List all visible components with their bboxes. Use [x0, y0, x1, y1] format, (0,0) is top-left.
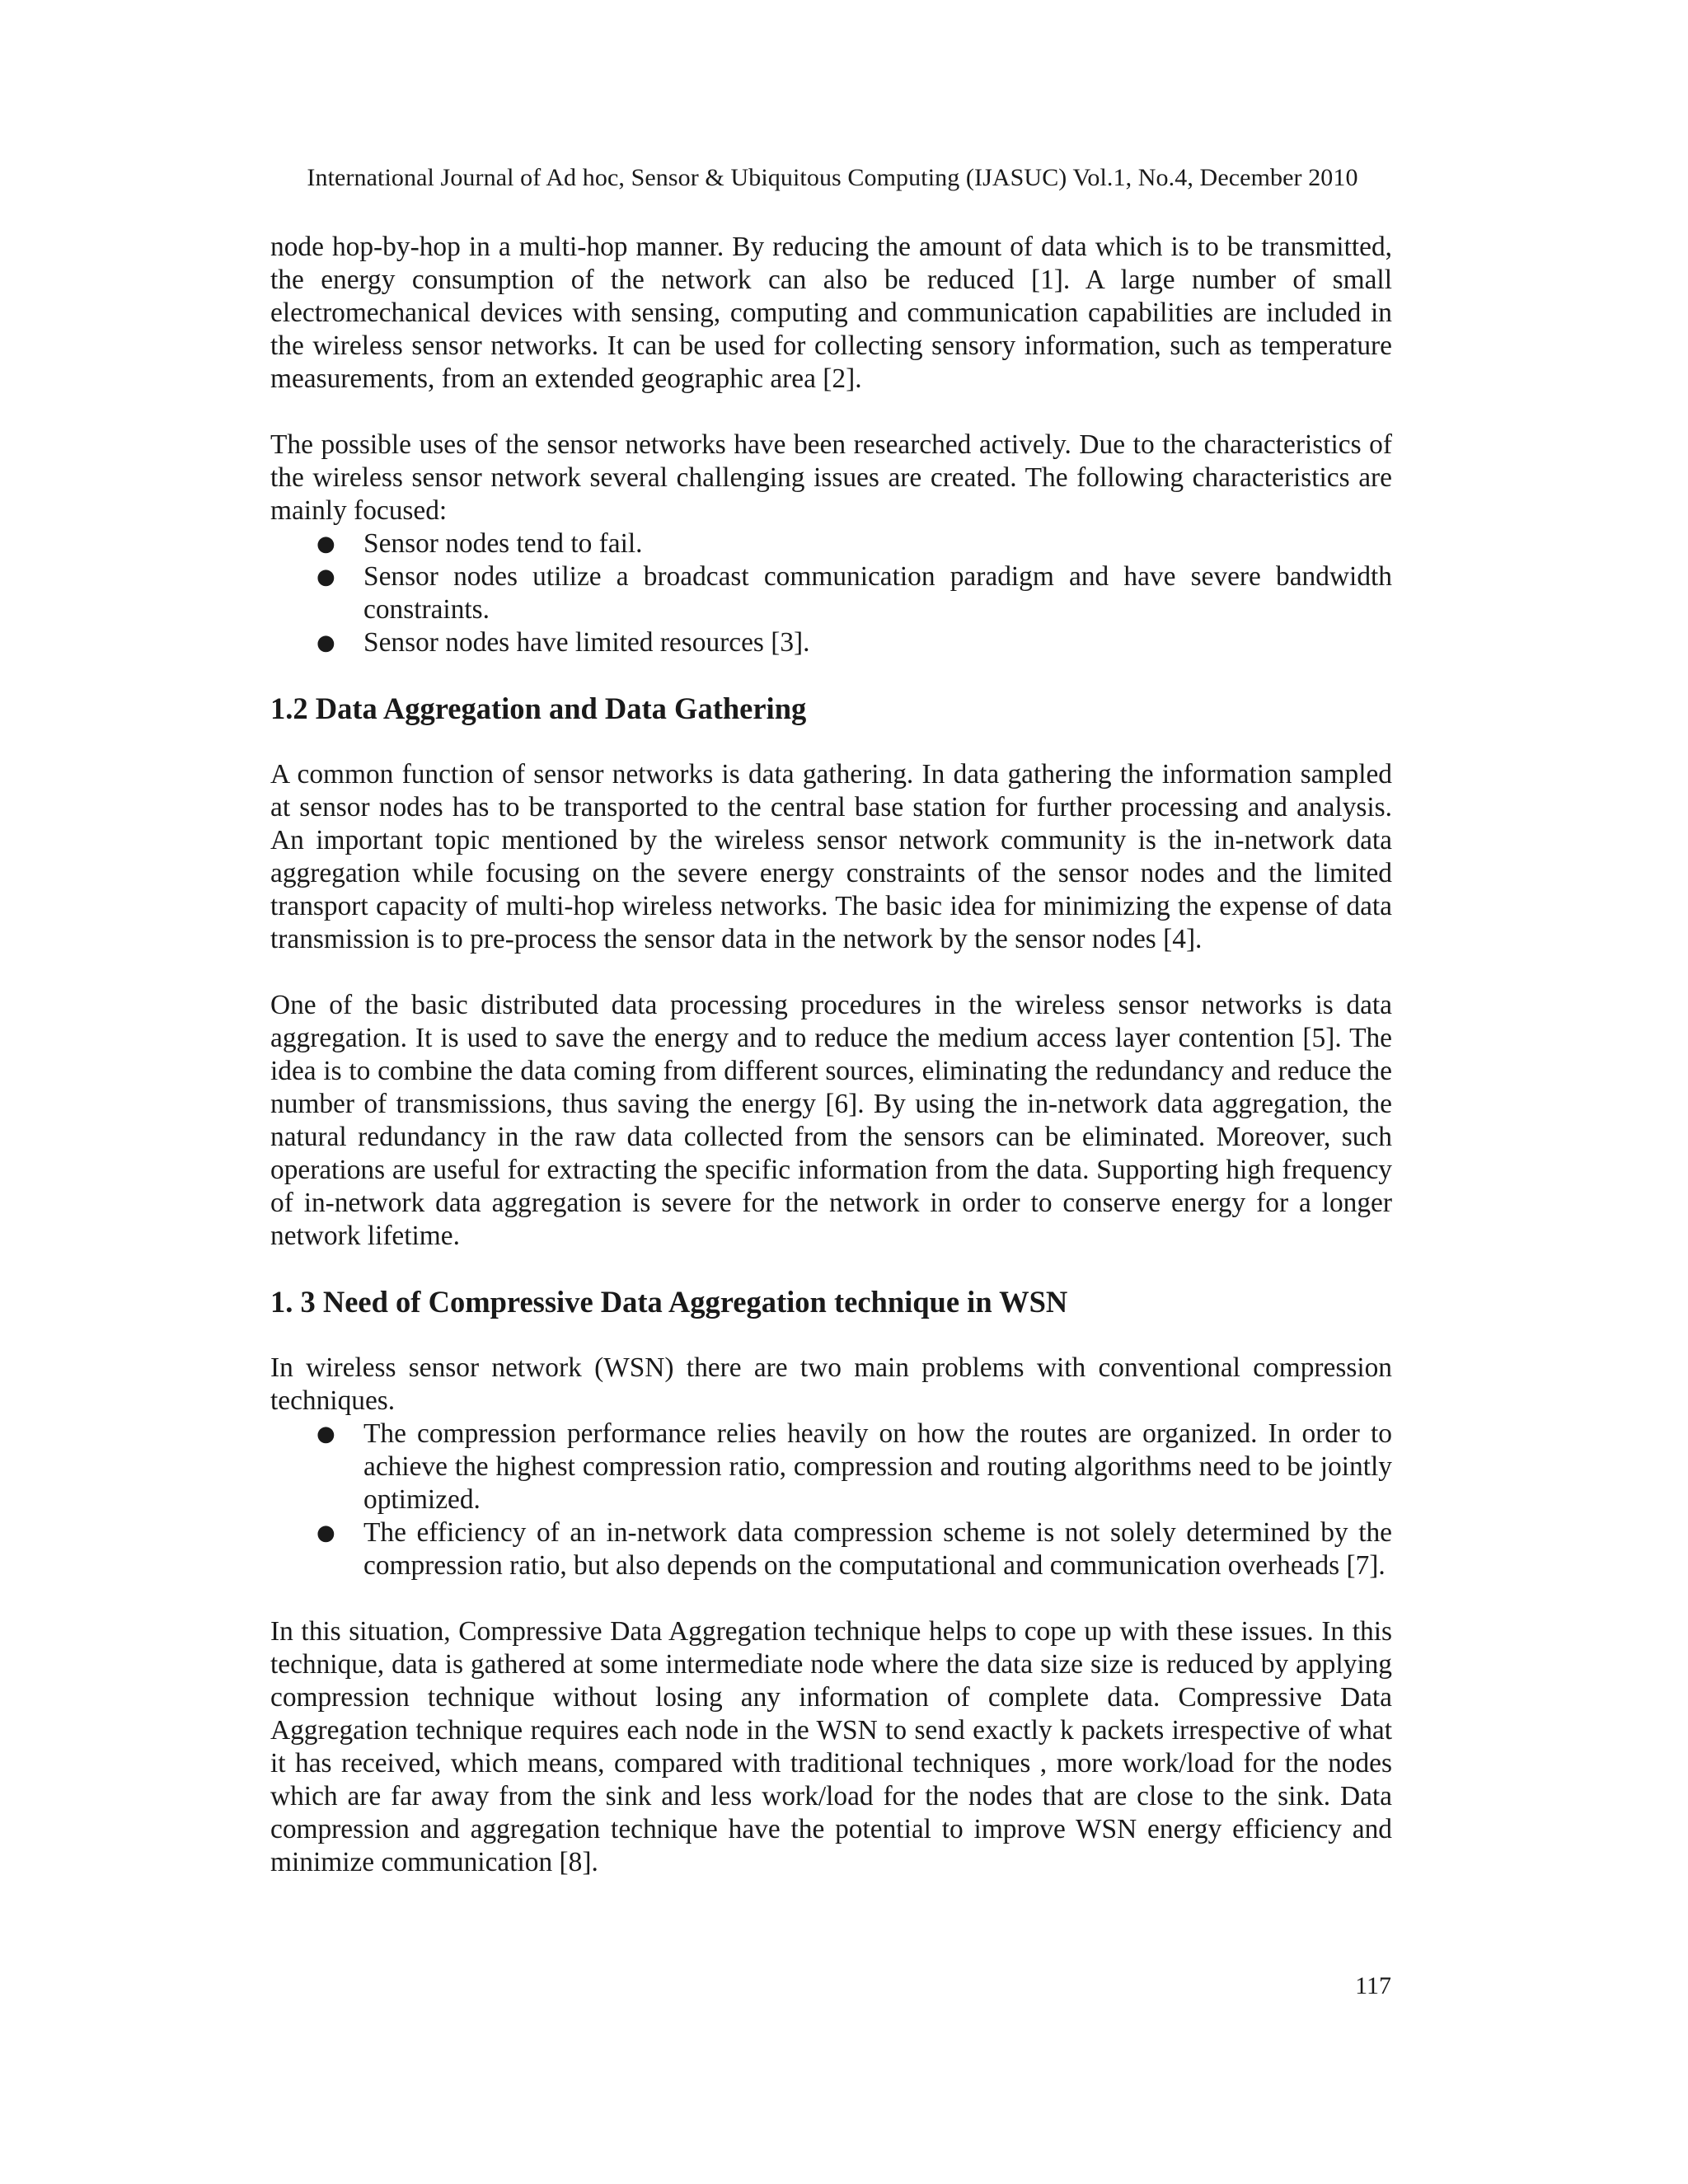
list-item	[270, 527, 1392, 560]
list-item	[270, 1516, 1392, 1582]
list-item-text: The compression performance relies heavily on how the routes are organized. In order to achieve the highest compression ratio, compression and routing algorithms need to be jointly optimized.	[363, 1418, 1392, 1515]
bullet-icon: ●	[316, 630, 335, 655]
section-1-3-paragraph-2: In this situation, Compressive Data Aggregation technique helps to cope up with these issues. In this technique, data is gathered at some intermediate node where the data size size is reduced by applying compression technique without losing any information of complete data. Compressive Data Aggregation technique requires each node in the WSN to send exactly k packets irrespective of what it has received, which means, compared with traditional techniques , more work/load for the nodes which are far away from the sink and less work/load for the nodes that are close to the sink. Data compression and aggregation technique have the potential to improve WSN energy efficiency and minimize communication [8].	[270, 1616, 1392, 1877]
bullet-icon: ●	[316, 532, 335, 556]
characteristics-list	[270, 527, 1392, 659]
section-1-2-paragraph-1: A common function of sensor networks is data gathering. In data gathering the information sampled at sensor nodes has to be transported to the central base station for further processing and analysis. An important topic mentioned by the wireless sensor network community is the in-network data aggregation while focusing on the severe energy constraints of the sensor nodes and the limited transport capacity of multi-hop wireless networks. The basic idea for minimizing the expense of data transmission is to pre-process the sensor data in the network by the sensor nodes [4].	[270, 759, 1392, 954]
article-body	[270, 231, 1392, 1912]
list-item-text: Sensor nodes tend to fail.	[363, 528, 643, 559]
compression-problems-list	[270, 1418, 1392, 1582]
bullet-icon: ●	[316, 1521, 335, 1545]
section-1-2-paragraph-2: One of the basic distributed data processing procedures in the wireless sensor networks is data aggregation. It is used to save the energy and to reduce the medium access layer contention [5]. The idea is to combine the data coming from different sources, eliminating the redundancy and reduce the number of transmissions, thus saving the energy [6]. By using the in-network data aggregation, the natural redundancy in the raw data collected from the sensors can be eliminated. Moreover, such operations are useful for extracting the specific information from the data. Supporting high frequency of in-network data aggregation is severe for the network in order to conserve energy for a longer network lifetime.	[270, 990, 1392, 1251]
running-header: International Journal of Ad hoc, Sensor & Ubiquitous Computing (IJASUC) Vol.1, No.4, December 2010	[307, 164, 1358, 191]
section-1-3-paragraph-1: In wireless sensor network (WSN) there are two main problems with conventional compression techniques.	[270, 1352, 1392, 1416]
list-item-text: Sensor nodes utilize a broadcast communication paradigm and have severe bandwidth constraints.	[363, 561, 1392, 625]
list-item-text: Sensor nodes have limited resources [3].	[363, 627, 810, 658]
intro-paragraph-2: The possible uses of the sensor networks have been researched actively. Due to the characteristics of the wireless sensor network several challenging issues are created. The following characteristics are mainly focused:	[270, 429, 1392, 526]
bullet-icon: ●	[316, 1422, 335, 1446]
bullet-icon: ●	[316, 565, 335, 589]
list-item	[270, 626, 1392, 659]
list-item	[270, 1418, 1392, 1516]
page-number: 117	[1355, 1972, 1391, 1999]
intro-paragraph-1: node hop-by-hop in a multi-hop manner. By reducing the amount of data which is to be transmitted, the energy consumption of the network can also be reduced [1]. A large number of small electromechanical devices with sensing, computing and communication capabilities are included in the wireless sensor networks. It can be used for collecting sensory information, such as temperature measurements, from an extended geographic area [2].	[270, 232, 1392, 394]
section-heading-1-2: 1.2 Data Aggregation and Data Gathering	[270, 691, 807, 725]
list-item-text: The efficiency of an in-network data compression scheme is not solely determined by the compression ratio, but also depends on the computational and communication overheads [7].	[363, 1517, 1392, 1581]
section-heading-1-3: 1. 3 Need of Compressive Data Aggregation technique in WSN	[270, 1285, 1068, 1319]
list-item	[270, 560, 1392, 626]
